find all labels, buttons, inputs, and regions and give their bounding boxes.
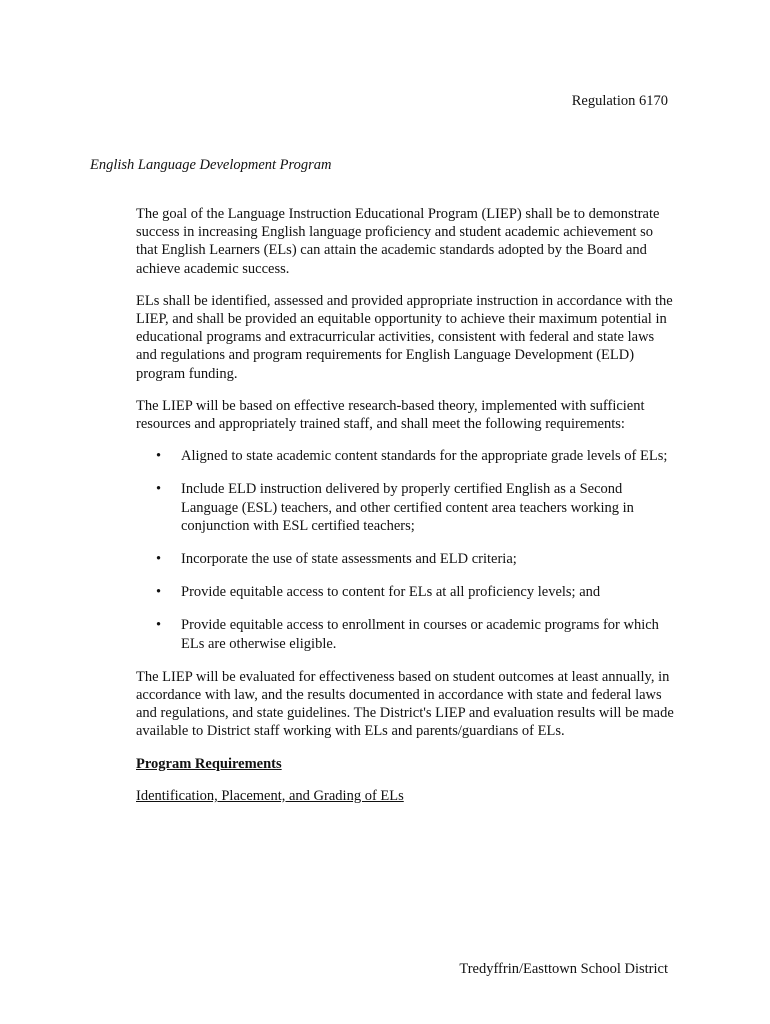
list-item-text: Include ELD instruction delivered by properly certified English as a Second Language (ESL) teachers, and other certified content area teachers working in conjunction with ESL certified teachers;	[181, 481, 634, 534]
bullet-icon: •	[156, 617, 162, 634]
paragraph-identification: ELs shall be identified, assessed and provided appropriate instruction in accordance with the LIEP, and shall be provided an equitable opportunity to achieve their maximum potential in educational programs and extracurricular activities, consistent with federal and state laws and regulations and program requirements for English Language Development (ELD) program funding.	[136, 292, 673, 382]
list-item-text: Provide equitable access to content for ELs at all proficiency levels; and	[181, 584, 601, 601]
paragraph-goal: The goal of the Language Instruction Educational Program (LIEP) shall be to demonstrate success in increasing English language proficiency and student academic achievement so that English Learners (ELs) can attain the academic standards adopted by the Board and achieve academic success.	[136, 206, 660, 277]
list-item	[136, 480, 676, 535]
list-item	[136, 550, 676, 568]
bullet-icon: •	[156, 448, 162, 465]
regulation-number: Regulation 6170	[571, 93, 668, 109]
section-heading: Program Requirements	[136, 755, 282, 772]
paragraph-requirements-intro: The LIEP will be based on effective research-based theory, implemented with sufficient resources and appropriately trained staff, and shall meet the following requirements:	[136, 397, 645, 433]
footer-district: Tredyffrin/Easttown School District	[459, 961, 668, 977]
paragraph-evaluation: The LIEP will be evaluated for effectiveness based on student outcomes at least annually, in accordance with law, and the results documented in accordance with state and federal laws and regulations, and state guidelines. The District's LIEP and evaluation results will be made available to District staff working with ELs and parents/guardians of ELs.	[136, 668, 674, 740]
document-body	[136, 205, 676, 819]
bullet-icon: •	[156, 481, 162, 498]
subsection-heading: Identification, Placement, and Grading of ELs	[136, 787, 404, 804]
list-item	[136, 583, 676, 601]
list-item-text: Provide equitable access to enrollment in courses or academic programs for which ELs are otherwise eligible.	[181, 617, 659, 652]
requirements-list	[136, 447, 676, 653]
list-item-text: Aligned to state academic content standards for the appropriate grade levels of ELs;	[181, 448, 668, 465]
list-item-text: Incorporate the use of state assessments and ELD criteria;	[181, 551, 517, 568]
bullet-icon: •	[156, 551, 162, 568]
bullet-icon: •	[156, 584, 162, 601]
list-item	[136, 447, 676, 465]
document-title: English Language Development Program	[90, 157, 332, 173]
list-item	[136, 616, 676, 652]
